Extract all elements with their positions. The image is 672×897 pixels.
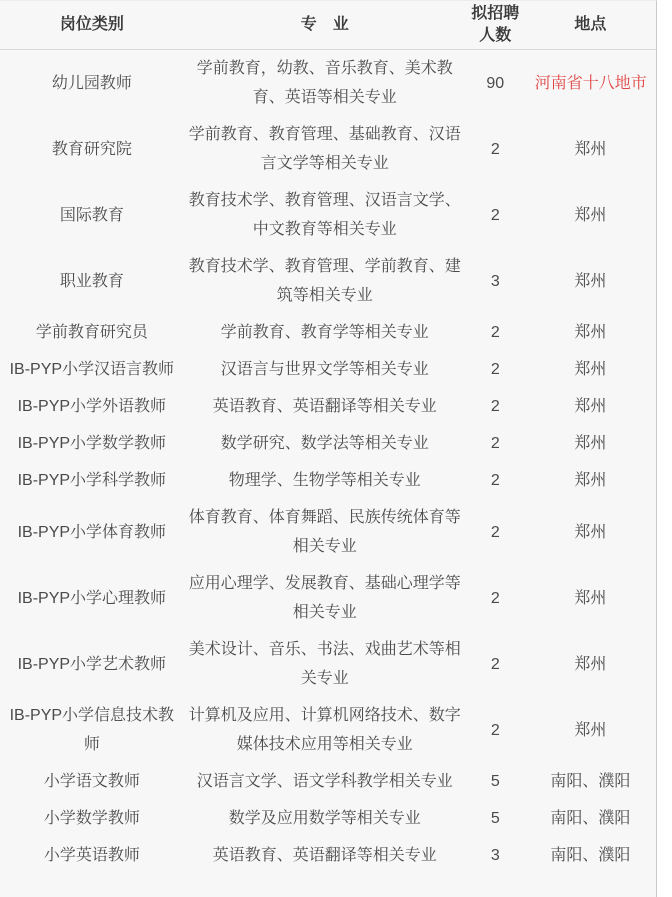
- count-cell: 2: [490, 361, 500, 378]
- position-cell: 幼儿园教师: [51, 74, 132, 92]
- major-cell: 学前教育、教育学等相关专业: [220, 324, 429, 341]
- count-cell: 90: [486, 74, 505, 92]
- table-row: [0, 388, 656, 425]
- location-cell: 郑州: [574, 435, 607, 452]
- table-row: [0, 182, 656, 248]
- major-cell: 物理学、生物学等相关专业: [228, 472, 421, 489]
- count-cell: 2: [490, 398, 500, 415]
- major-cell: 英语教育、英语翻译等相关专业: [212, 398, 437, 415]
- location-cell: 郑州: [574, 398, 607, 415]
- table-row: [0, 631, 656, 697]
- count-cell: 2: [490, 472, 500, 489]
- major-cell: 计算机及应用、计算机网络技术、数字媒体技术应用等相关专业: [188, 707, 461, 753]
- table-body: [0, 50, 656, 875]
- header-position-category: 岗位类别: [0, 1, 184, 50]
- table-row: [0, 565, 656, 631]
- count-cell: 2: [490, 655, 500, 673]
- major-cell: 学前教育、教育管理、基础教育、汉语言文学等相关专业: [188, 126, 461, 172]
- position-cell: 职业教育: [59, 272, 124, 290]
- position-cell: 国际教育: [59, 206, 124, 224]
- count-cell: 2: [490, 206, 500, 224]
- location-cell: 郑州: [574, 589, 607, 607]
- table-row: [0, 499, 656, 565]
- location-cell: 南阳、濮阳: [550, 810, 631, 827]
- major-cell: 学前教育，幼教、音乐教育、美术教育、英语等相关专业: [196, 60, 453, 106]
- position-cell: 小学数学教师: [43, 810, 140, 827]
- location-cell: 郑州: [574, 361, 607, 378]
- table-row: [0, 50, 656, 117]
- major-cell: 汉语言文学、语文学科教学相关专业: [196, 773, 453, 790]
- table-row: [0, 697, 656, 763]
- position-cell: 小学语文教师: [43, 773, 140, 790]
- count-cell: 2: [490, 523, 500, 541]
- table-row: [0, 800, 656, 837]
- table-row: [0, 248, 656, 314]
- location-cell: 郑州: [574, 324, 607, 341]
- table-row: [0, 425, 656, 462]
- location-cell: 郑州: [574, 721, 607, 739]
- location-cell: 郑州: [574, 140, 607, 158]
- table-header-row: [0, 1, 656, 50]
- count-cell: 3: [490, 272, 500, 290]
- major-cell: 汉语言与世界文学等相关专业: [220, 361, 429, 378]
- position-cell: IB-PYP小学数学教师: [17, 435, 167, 452]
- header-major: 专 业: [184, 1, 466, 50]
- major-cell: 体育教育、体育舞蹈、民族传统体育等相关专业: [188, 509, 461, 555]
- position-cell: IB-PYP小学艺术教师: [17, 655, 167, 673]
- location-cell: 郑州: [574, 472, 607, 489]
- table-row: [0, 314, 656, 351]
- count-cell: 3: [490, 847, 500, 864]
- major-cell: 英语教育、英语翻译等相关专业: [212, 847, 437, 864]
- location-cell: 郑州: [574, 655, 607, 673]
- count-cell: 2: [490, 140, 500, 158]
- recruitment-table: [0, 1, 656, 874]
- location-cell: 南阳、濮阳: [550, 847, 631, 864]
- table-row: [0, 351, 656, 388]
- major-cell: 教育技术学、教育管理、汉语言文学、中文教育等相关专业: [188, 192, 461, 238]
- position-cell: IB-PYP小学体育教师: [17, 523, 167, 541]
- location-cell: 郑州: [574, 206, 607, 224]
- table-row: [0, 462, 656, 499]
- location-cell: 郑州: [574, 523, 607, 541]
- table-row: [0, 763, 656, 800]
- position-cell: IB-PYP小学科学教师: [17, 472, 167, 489]
- position-cell: 小学英语教师: [43, 847, 140, 864]
- count-cell: 2: [490, 721, 500, 739]
- count-cell: 2: [490, 435, 500, 452]
- count-cell: 5: [490, 810, 500, 827]
- count-cell: 2: [490, 324, 500, 341]
- location-cell: 郑州: [574, 272, 607, 290]
- position-cell: IB-PYP小学信息技术教师: [9, 707, 175, 753]
- location-cell: 南阳、濮阳: [550, 773, 631, 790]
- header-planned-headcount: 拟招聘人数: [466, 1, 525, 50]
- count-cell: 2: [490, 589, 500, 607]
- header-location: 地点: [525, 1, 656, 50]
- position-cell: 教育研究院: [51, 140, 132, 158]
- major-cell: 应用心理学、发展教育、基础心理学等相关专业: [188, 575, 461, 621]
- table-row: [0, 837, 656, 874]
- major-cell: 美术设计、音乐、书法、戏曲艺术等相关专业: [188, 641, 461, 687]
- major-cell: 数学研究、数学法等相关专业: [220, 435, 429, 452]
- position-cell: IB-PYP小学汉语言教师: [9, 361, 175, 378]
- position-cell: IB-PYP小学外语教师: [17, 398, 167, 415]
- position-cell: 学前教育研究员: [35, 324, 148, 341]
- location-cell: 河南省十八地市: [534, 74, 647, 92]
- major-cell: 数学及应用数学等相关专业: [228, 810, 421, 827]
- position-cell: IB-PYP小学心理教师: [17, 589, 167, 607]
- table-row: [0, 116, 656, 182]
- count-cell: 5: [490, 773, 500, 790]
- major-cell: 教育技术学、教育管理、学前教育、建筑等相关专业: [188, 258, 461, 304]
